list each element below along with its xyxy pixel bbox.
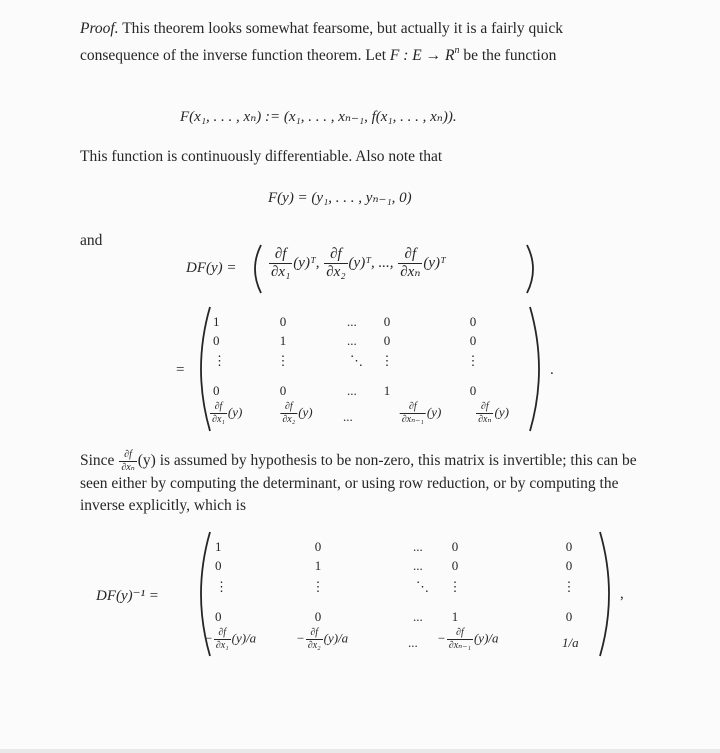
proof-text-end: be the function (463, 47, 557, 64)
page-bottom-border (0, 749, 720, 753)
document-page: Proof. This theorem looks somewhat fearsome, but actually it is a fairly quick consequence of the inverse function theorem. Let F : $E \to R^n$ be the function F(x₁, . . . , xₙ) := (x₁, . . . , xₙ₋₁, f(x₁, . . . , xₙ)). This function is continuously differentiable. Also note that F(y) = (y₁, . . . , yₙ₋₁, 0) and DF(y) = $\frac{\partial f}{\text{∂x₁}}$ (y)ᵀ, $\frac{\partial f}{\text{∂x₂}}$ (y)ᵀ, ..., $\frac{\partial f}{\text{∂xₙ}}$ (y)ᵀ = . 1 0 ... 0 0 0 1 ... 0 0 ⋮ ⋮ ⋱ ⋮ ⋮ 0 0 ... 1 0 $\frac{\partial f}{\text{∂x₁}}$ (y) $\frac{\partial f}{\text{∂x₂}}$ (y) ... $\frac{\partial f}{\text{∂xₙ₋₁}}$ (y) $\frac{\partial f}{\text{∂xₙ}}$ (y) Since $\frac{\partial f}{\text{∂xₙ}}$ (y) is assumed by hypothesis to be non-zero, this matrix is invertible; this can be seen either by computing the determinant, or using row reduction, or by computing the inverse explicitly, which is DF(y)⁻¹ = , 1 0 ... 0 0 0 1 ... 0 0 ⋮ ⋮ ⋱ ⋮ ⋮ 0 0 ... 1 0 − $\frac{\partial f}{\text{∂x₁}}$ (y)/a − $\frac{\partial f}{\text{∂x₂}}$ (y)/a ... − $\frac{\partial f}{\text{∂xₙ₋₁}}$ (y)/a 1/a (0, 0, 720, 753)
matrix2-bottom-1: − $\frac{\partial f}{\text{∂x₁}}$ (y)/a (204, 627, 257, 651)
matrix2-bottom-2: − $\frac{\partial f}{\text{∂x₂}}$ (y)/a (296, 627, 349, 651)
matrix1-period: . (550, 362, 554, 378)
equation-DF-row: $\frac{\partial f}{\text{∂x₁}}$ (y)ᵀ, $\frac{\partial f}{\text{∂x₂}}$ (y)ᵀ, ..., $\frac{\partial f}{\text{∂xₙ}}$ (y)ᵀ (271, 246, 446, 280)
equation-F-definition: F(x₁, . . . , xₙ) := (x₁, . . . , xₙ₋₁, f(x₁, . . . , xₙ)). (180, 109, 457, 125)
matrix1-bottom-1: $\frac{\partial f}{\text{∂x₁}}$ (y) (212, 401, 243, 425)
fraction-df-dx1: $\frac{\partial f}{\text{∂x₁}}$ (271, 246, 291, 280)
since-paragraph: Since $\frac{\partial f}{\text{∂xₙ}}$ (y) is assumed by hypothesis to be non-zero, this matrix is invertible; this can be seen either by computing the determinant, or using row reduction, or by computing the inverse explicitly, which is (80, 449, 637, 514)
matrix2-right-paren-icon (598, 530, 616, 658)
proof-label: Proof. (80, 20, 119, 37)
matrix1-bottom-n: $\frac{\partial f}{\text{∂xₙ}}$ (y) (478, 401, 509, 425)
matrix1-bottom-2: $\frac{\partial f}{\text{∂x₂}}$ (y) (282, 401, 313, 425)
map-notation: F : $E \to R^n$ (389, 45, 460, 64)
equation-F-of-y: F(y) = (y₁, . . . , yₙ₋₁, 0) (268, 190, 412, 206)
matrix1-equals: = (176, 362, 185, 378)
equation-DF-label: DF(y) = (186, 260, 237, 276)
matrix2-bottom-n1: − $\frac{\partial f}{\text{∂xₙ₋₁}}$ (y)/a (437, 627, 499, 651)
left-paren-icon (248, 243, 264, 295)
equation-DF-inverse-label: DF(y)⁻¹ = (96, 588, 159, 604)
matrix1-bottom-n1: $\frac{\partial f}{\text{∂xₙ₋₁}}$ (y) (401, 401, 442, 425)
and-word: and (80, 232, 103, 249)
proof-paragraph (80, 18, 640, 67)
right-paren-icon (524, 243, 540, 295)
matrix1-right-paren-icon (528, 305, 546, 433)
matrix2-comma: , (620, 586, 624, 602)
continuity-paragraph: This function is continuously differentiable. Also note that (80, 148, 443, 165)
since-fraction: $\frac{\partial f}{\text{∂xₙ}}$ (121, 449, 135, 473)
fraction-df-dxn: $\frac{\partial f}{\text{∂xₙ}}$ (400, 246, 421, 280)
proof-text: This theorem looks somewhat fearsome, but actually it is a fairly quick consequence of the inverse function theorem. Let (80, 20, 563, 64)
matrix2-bottom-n: 1/a (562, 635, 579, 650)
fraction-df-dx2: $\frac{\partial f}{\text{∂x₂}}$ (326, 246, 346, 280)
